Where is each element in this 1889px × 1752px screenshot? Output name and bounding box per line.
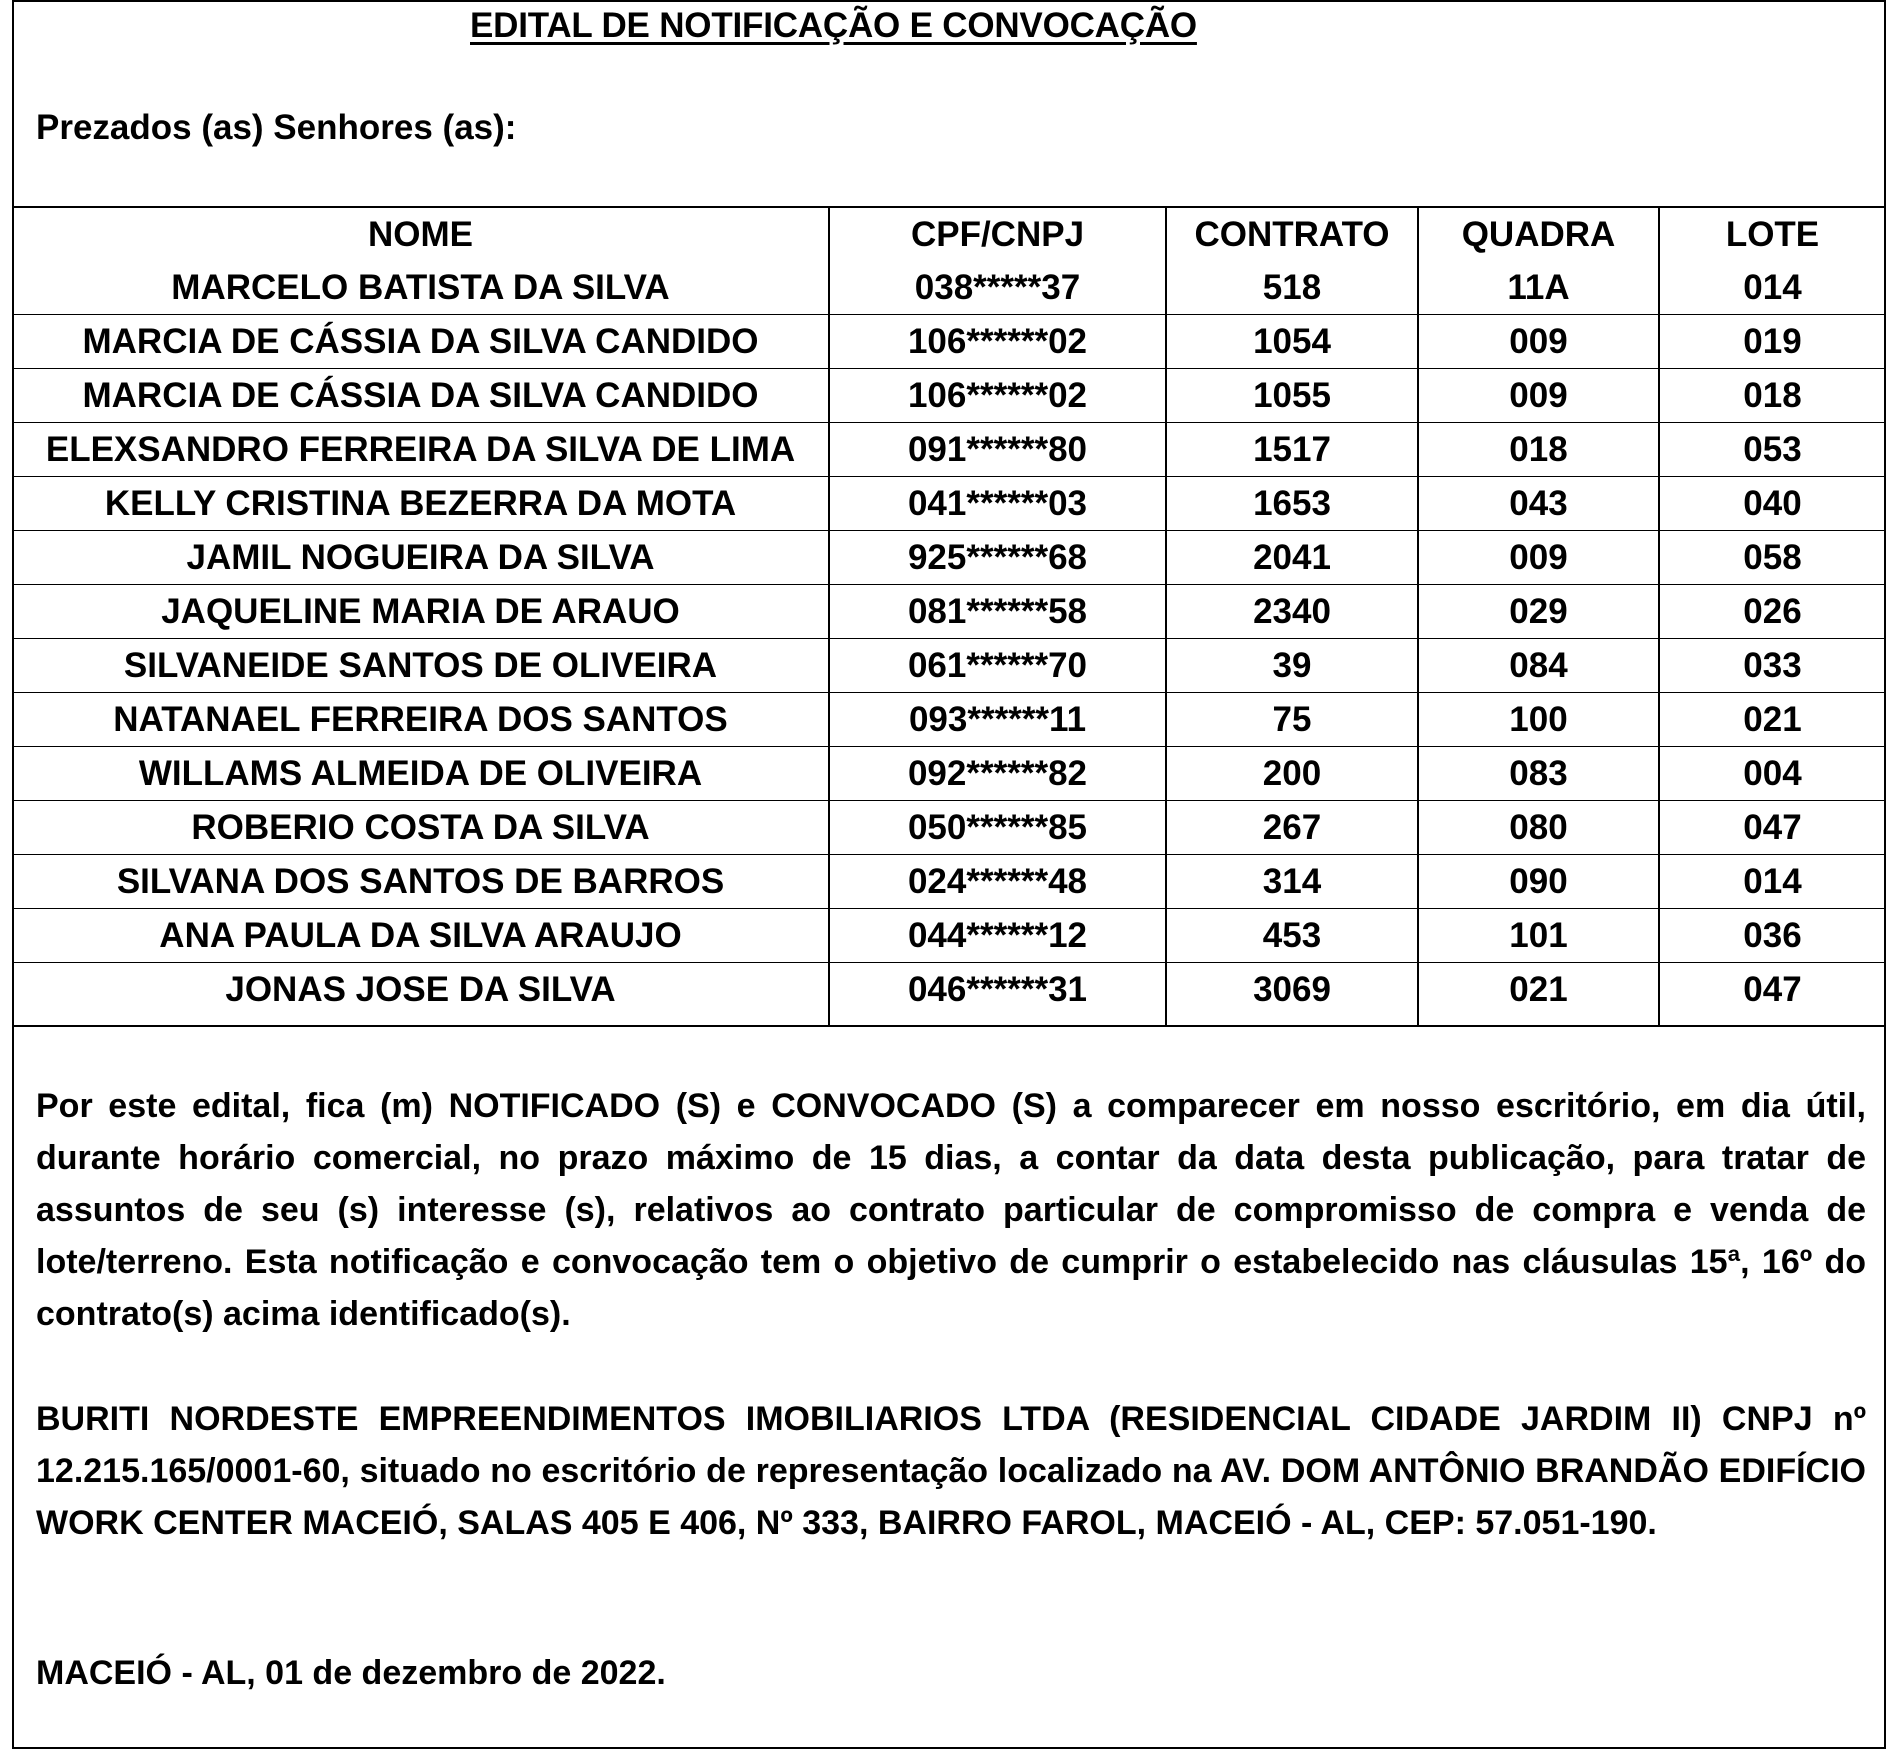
notified-table-container — [12, 206, 1886, 1027]
cell-cpf-cnpj: 038*****37 — [914, 268, 1081, 307]
cell-nome: MARCIA DE CÁSSIA DA SILVA CANDIDO — [12, 369, 829, 423]
cell-contrato: 3069 — [1166, 963, 1418, 1017]
cell-nome: JAMIL NOGUEIRA DA SILVA — [12, 531, 829, 585]
header-contrato: CONTRATO — [1194, 215, 1390, 254]
table-row — [12, 531, 1886, 585]
cell-cpf-cnpj: 925******68 — [829, 531, 1166, 585]
cell-cpf-cnpj: 041******03 — [829, 477, 1166, 531]
cell-cpf-cnpj: 024******48 — [829, 855, 1166, 909]
cell-nome: ELEXSANDRO FERREIRA DA SILVA DE LIMA — [12, 423, 829, 477]
cell-contrato: 1517 — [1166, 423, 1418, 477]
cell-cpf-cnpj: 091******80 — [829, 423, 1166, 477]
cell-nome: MARCELO BATISTA DA SILVA — [171, 268, 670, 307]
cell-nome: JONAS JOSE DA SILVA — [12, 963, 829, 1017]
cell-cpf-cnpj: 061******70 — [829, 639, 1166, 693]
cell-quadra: 009 — [1418, 531, 1659, 585]
date-line: MACEIÓ - AL, 01 de dezembro de 2022. — [36, 1654, 666, 1692]
cell-quadra: 11A — [1507, 268, 1570, 307]
cell-lote: 019 — [1659, 315, 1886, 369]
company-paragraph: BURITI NORDESTE EMPREENDIMENTOS IMOBILIARIOS LTDA (RESIDENCIAL CIDADE JARDIM II) CNPJ nº 12.215.165/0001-60, situado no escritório de representação localizado na AV. DOM ANTÔNIO BRANDÃO EDIFÍCIO WORK CENTER MACEIÓ, SALAS 405 E 406, Nº 333, BAIRRO FAROL, MACEIÓ - AL, CEP: 57.051-190. — [36, 1400, 1866, 1542]
cell-lote: 018 — [1659, 369, 1886, 423]
cell-quadra: 043 — [1418, 477, 1659, 531]
cell-quadra: 080 — [1418, 801, 1659, 855]
cell-contrato: 200 — [1166, 747, 1418, 801]
cell-contrato: 75 — [1166, 693, 1418, 747]
cell-quadra: 009 — [1418, 369, 1659, 423]
cell-lote: 058 — [1659, 531, 1886, 585]
cell-contrato: 518 — [1262, 268, 1322, 307]
notice-paragraph: Por este edital, fica (m) NOTIFICADO (S) e CONVOCADO (S) a comparecer em nosso escritório, em dia útil, durante horário comercial, no prazo máximo de 15 dias, a contar da data desta publicação, para tratar de assuntos de seu (s) interesse (s), relativos ao contrato particular de compromisso de compra e venda de lote/terreno. Esta notificação e convocação tem o objetivo de cumprir o estabelecido nas cláusulas 15ª, 16º do contrato(s) acima identificado(s). — [36, 1087, 1866, 1333]
cell-contrato: 453 — [1166, 909, 1418, 963]
table-row — [12, 369, 1886, 423]
cell-contrato: 2340 — [1166, 585, 1418, 639]
header-quadra: QUADRA — [1461, 215, 1616, 254]
cell-lote: 036 — [1659, 909, 1886, 963]
cell-cpf-cnpj: 093******11 — [829, 693, 1166, 747]
cell-quadra: 083 — [1418, 747, 1659, 801]
header-nome: NOME — [368, 215, 473, 254]
cell-contrato: 1653 — [1166, 477, 1418, 531]
cell-quadra: 084 — [1418, 639, 1659, 693]
table-row — [12, 639, 1886, 693]
cell-lote: 021 — [1659, 693, 1886, 747]
cell-nome: MARCIA DE CÁSSIA DA SILVA CANDIDO — [12, 315, 829, 369]
cell-lote: 014 — [1743, 268, 1802, 307]
cell-quadra: 090 — [1418, 855, 1659, 909]
cell-contrato: 314 — [1166, 855, 1418, 909]
cell-nome: KELLY CRISTINA BEZERRA DA MOTA — [12, 477, 829, 531]
cell-lote: 004 — [1659, 747, 1886, 801]
cell-contrato: 267 — [1166, 801, 1418, 855]
table-row — [12, 261, 1886, 315]
cell-quadra: 021 — [1418, 963, 1659, 1017]
cell-cpf-cnpj: 106******02 — [829, 369, 1166, 423]
cell-cpf-cnpj: 050******85 — [829, 801, 1166, 855]
table-row — [12, 693, 1886, 747]
cell-nome: SILVANA DOS SANTOS DE BARROS — [12, 855, 829, 909]
cell-nome: JAQUELINE MARIA DE ARAUO — [12, 585, 829, 639]
cell-lote: 047 — [1659, 801, 1886, 855]
notified-table — [12, 208, 1886, 1016]
cell-cpf-cnpj: 081******58 — [829, 585, 1166, 639]
cell-lote: 033 — [1659, 639, 1886, 693]
cell-contrato: 39 — [1166, 639, 1418, 693]
table-row — [12, 315, 1886, 369]
cell-lote: 040 — [1659, 477, 1886, 531]
table-row — [12, 747, 1886, 801]
cell-quadra: 018 — [1418, 423, 1659, 477]
cell-lote: 026 — [1659, 585, 1886, 639]
cell-cpf-cnpj: 046******31 — [829, 963, 1166, 1017]
header-cpf-cnpj: CPF/CNPJ — [910, 215, 1085, 254]
table-row — [12, 909, 1886, 963]
header-lote: LOTE — [1725, 215, 1820, 254]
cell-cpf-cnpj: 092******82 — [829, 747, 1166, 801]
cell-quadra: 029 — [1418, 585, 1659, 639]
cell-nome: SILVANEIDE SANTOS DE OLIVEIRA — [12, 639, 829, 693]
cell-nome: WILLAMS ALMEIDA DE OLIVEIRA — [12, 747, 829, 801]
cell-contrato: 1054 — [1166, 315, 1418, 369]
cell-cpf-cnpj: 044******12 — [829, 909, 1166, 963]
cell-contrato: 2041 — [1166, 531, 1418, 585]
cell-nome: NATANAEL FERREIRA DOS SANTOS — [12, 693, 829, 747]
greeting: Prezados (as) Senhores (as): — [36, 108, 517, 147]
table-header-row — [12, 208, 1886, 261]
cell-quadra: 101 — [1418, 909, 1659, 963]
table-row — [12, 585, 1886, 639]
document-title: EDITAL DE NOTIFICAÇÃO E CONVOCAÇÃO — [470, 6, 1197, 45]
cell-nome: ANA PAULA DA SILVA ARAUJO — [12, 909, 829, 963]
table-row — [12, 963, 1886, 1017]
cell-lote: 014 — [1659, 855, 1886, 909]
table-row — [12, 423, 1886, 477]
cell-quadra: 009 — [1418, 315, 1659, 369]
cell-cpf-cnpj: 106******02 — [829, 315, 1166, 369]
table-row — [12, 855, 1886, 909]
cell-lote: 047 — [1659, 963, 1886, 1017]
cell-lote: 053 — [1659, 423, 1886, 477]
cell-quadra: 100 — [1418, 693, 1659, 747]
cell-nome: ROBERIO COSTA DA SILVA — [12, 801, 829, 855]
table-row — [12, 801, 1886, 855]
table-row — [12, 477, 1886, 531]
cell-contrato: 1055 — [1166, 369, 1418, 423]
